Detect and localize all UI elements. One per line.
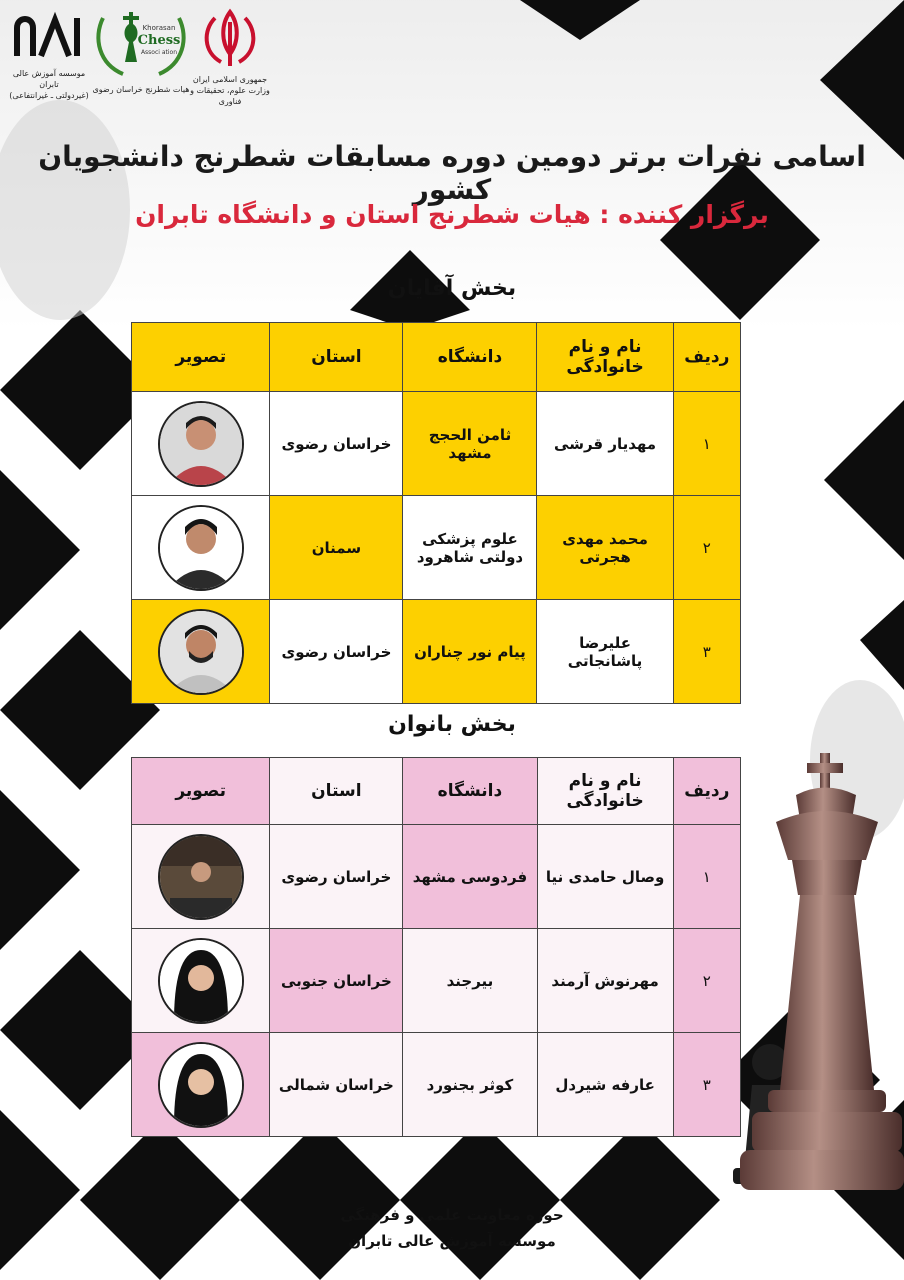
name-cell: عارفه شیردل <box>537 1033 673 1137</box>
avatar <box>158 834 244 920</box>
avatar <box>158 401 244 487</box>
name-cell: مهرنوش آرمند <box>537 929 673 1033</box>
rank-cell: ۳ <box>673 1033 740 1137</box>
footer-department: حوزه معاونت علمی و فرهنگی <box>340 1206 564 1224</box>
brand-top-text: Khorasan <box>142 24 176 32</box>
page-title: اسامی نفرات برتر دومین دوره مسابقات شطرنج دانشجویان کشور <box>38 140 866 206</box>
chess-caption: هیات شطرنج خراسان رضوی <box>92 85 190 94</box>
men-results-table <box>131 322 741 704</box>
university-line-2: دولتی شاهرود <box>416 547 524 566</box>
avatar <box>158 938 244 1024</box>
photo-cell <box>132 392 270 496</box>
header-name: نام و نام خانوادگی <box>537 758 673 825</box>
university-cell: بیرجند <box>403 929 537 1033</box>
header-province: استان <box>270 758 403 825</box>
chess-association-logo <box>92 8 190 95</box>
province-cell: خراسان رضوی <box>270 600 403 704</box>
header-photo: تصویر <box>132 758 270 825</box>
ministry-caption-2: وزارت علوم، تحقیقات و فناوری <box>190 86 270 106</box>
header-rank: ردیف <box>673 758 740 825</box>
photo-cell <box>132 496 270 600</box>
province-cell: خراسان جنوبی <box>270 929 403 1033</box>
rank-cell: ۱ <box>673 825 740 929</box>
women-results-table <box>131 757 741 1137</box>
university-cell <box>403 392 537 496</box>
name-cell: مهدیار قرشی <box>537 392 673 496</box>
footer-institute: موسسه آموزش عالی تابران <box>348 1232 556 1250</box>
photo-cell <box>132 929 270 1033</box>
header-province: استان <box>270 323 403 392</box>
table-row <box>132 392 741 496</box>
university-cell <box>403 600 537 704</box>
rank-cell: ۲ <box>673 496 740 600</box>
taban-mark-icon <box>9 8 89 64</box>
avatar <box>158 609 244 695</box>
province-cell: سمنان <box>270 496 403 600</box>
university-line-1: ثامن الحجج <box>428 425 512 444</box>
ministry-caption-1: جمهوری اسلامی ایران <box>192 75 268 84</box>
avatar <box>158 1042 244 1128</box>
table-header-row <box>132 758 741 825</box>
brand-text: Chess <box>137 33 181 48</box>
name-cell: وصال حامدی نیا <box>537 825 673 929</box>
province-cell: خراسان شمالی <box>270 1033 403 1137</box>
rank-cell: ۳ <box>673 600 740 704</box>
table-row <box>132 496 741 600</box>
university-line-1: علوم پزشکی <box>422 529 518 548</box>
table-row <box>132 825 741 929</box>
header-photo: تصویر <box>132 323 270 392</box>
province-cell: خراسان رضوی <box>270 392 403 496</box>
photo-cell <box>132 600 270 704</box>
university-line-1: پیام نور چناران <box>414 642 526 661</box>
taban-caption-2: (غیردولتی ـ غیرانتفاعی) <box>9 91 89 100</box>
province-cell: خراسان رضوی <box>270 825 403 929</box>
header-university: دانشگاه <box>403 758 537 825</box>
women-section-heading: بخش بانوان <box>388 712 516 737</box>
photo-cell <box>132 1033 270 1137</box>
taban-logo <box>4 8 94 101</box>
table-header-row <box>132 323 741 392</box>
ministry-logo <box>182 8 278 107</box>
rank-cell: ۲ <box>673 929 740 1033</box>
men-section-heading: بخش آقایان <box>387 276 517 301</box>
name-cell: محمد مهدی هجرتی <box>537 496 673 600</box>
university-line-2: مشهد <box>448 443 492 462</box>
header-rank: ردیف <box>673 323 740 392</box>
header-name: نام و نام خانوادگی <box>537 323 673 392</box>
rank-cell: ۱ <box>673 392 740 496</box>
avatar <box>158 505 244 591</box>
chess-laurel-icon <box>93 8 189 80</box>
taban-caption-1: موسسه آموزش عالی تابران <box>12 69 86 89</box>
brand-sub-text: Associ ation <box>140 49 178 56</box>
table-row <box>132 1033 741 1137</box>
name-cell: علیرضا پاشانجاتی <box>537 600 673 704</box>
table-row <box>132 929 741 1033</box>
organizer-subtitle: برگزار کننده : هیات شطرنج استان و دانشگاه تابران <box>135 200 769 229</box>
iran-emblem-icon <box>195 8 265 70</box>
header-university: دانشگاه <box>403 323 537 392</box>
university-cell: فردوسی مشهد <box>403 825 537 929</box>
table-row <box>132 600 741 704</box>
university-cell <box>403 496 537 600</box>
photo-cell <box>132 825 270 929</box>
university-cell: کوثر بجنورد <box>403 1033 537 1137</box>
